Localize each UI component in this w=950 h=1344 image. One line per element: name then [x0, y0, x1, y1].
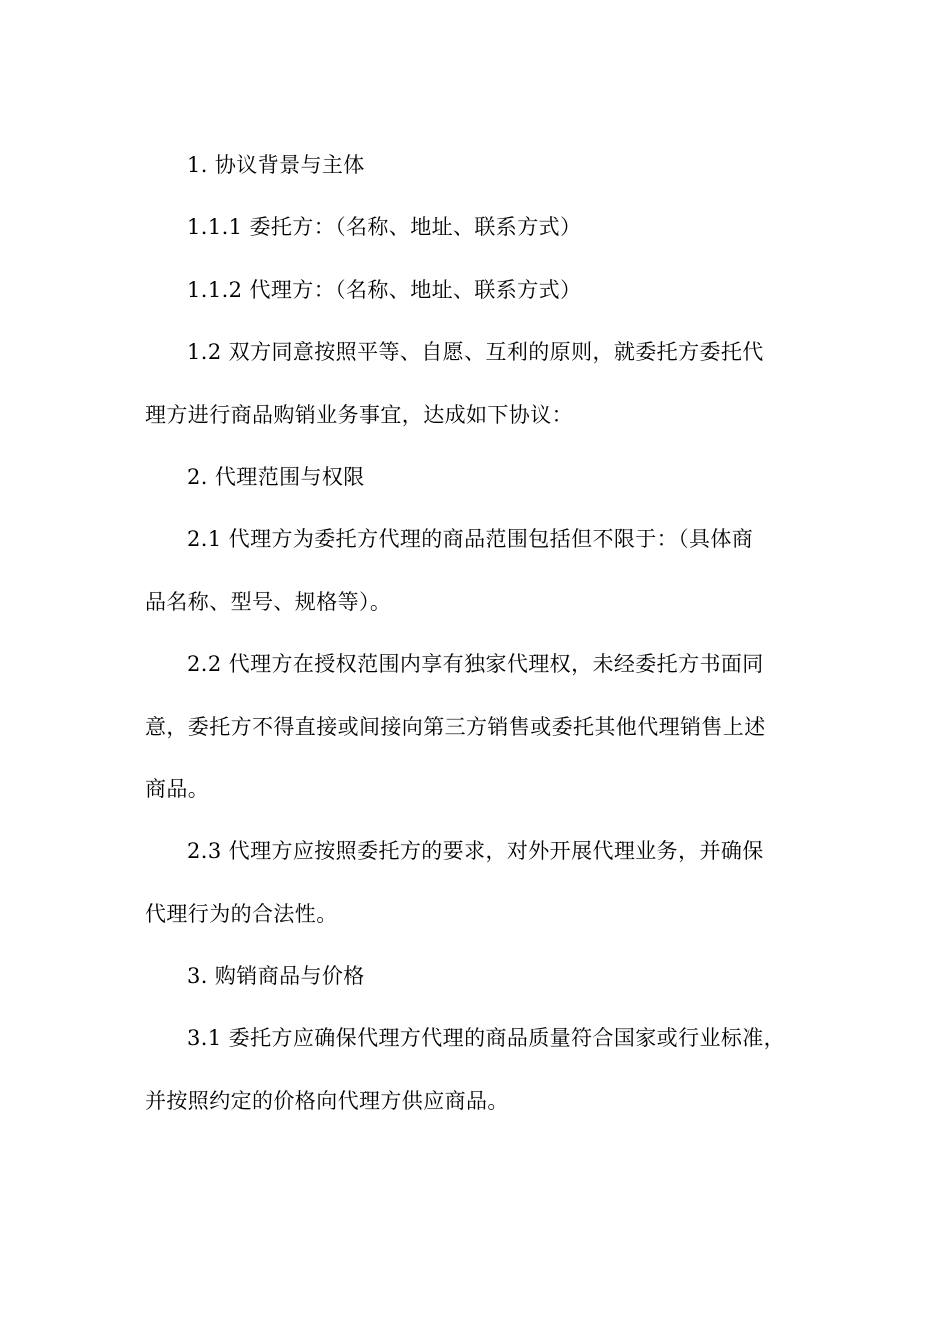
- section-heading-1: 1. 协议背景与主体: [187, 153, 365, 177]
- paragraph-line: 2.3 代理方应按照委托方的要求，对外开展代理业务，并确保: [187, 839, 764, 864]
- paragraph-line: 商品。: [145, 776, 210, 801]
- paragraph-line: 1.2 双方同意按照平等、自愿、互利的原则，就委托方委托代: [187, 340, 764, 365]
- paragraph-line: 代理行为的合法性。: [145, 901, 338, 926]
- paragraph-line: 2.1 代理方为委托方代理的商品范围包括但不限于：（具体商: [187, 527, 754, 552]
- section-heading-2: 2. 代理范围与权限: [187, 464, 365, 489]
- document-body: [145, 134, 810, 1132]
- paragraph-line: 1.1.2 代理方：（名称、地址、联系方式）: [187, 277, 582, 302]
- paragraph-line: 意，委托方不得直接或间接向第三方销售或委托其他代理销售上述: [145, 714, 766, 739]
- paragraph-line: 理方进行商品购销业务事宜，达成如下协议：: [145, 402, 573, 427]
- paragraph-line: 并按照约定的价格向代理方供应商品。: [145, 1088, 509, 1113]
- paragraph-line: 品名称、型号、规格等）。: [145, 589, 392, 614]
- paragraph-line: 2.2 代理方在授权范围内享有独家代理权，未经委托方书面同: [187, 652, 764, 677]
- section-heading-3: 3. 购销商品与价格: [187, 964, 365, 989]
- paragraph-line: 1.1.1 委托方：（名称、地址、联系方式）: [187, 215, 582, 240]
- paragraph-line: 3.1 委托方应确保代理方代理的商品质量符合国家或行业标准，: [187, 1026, 786, 1051]
